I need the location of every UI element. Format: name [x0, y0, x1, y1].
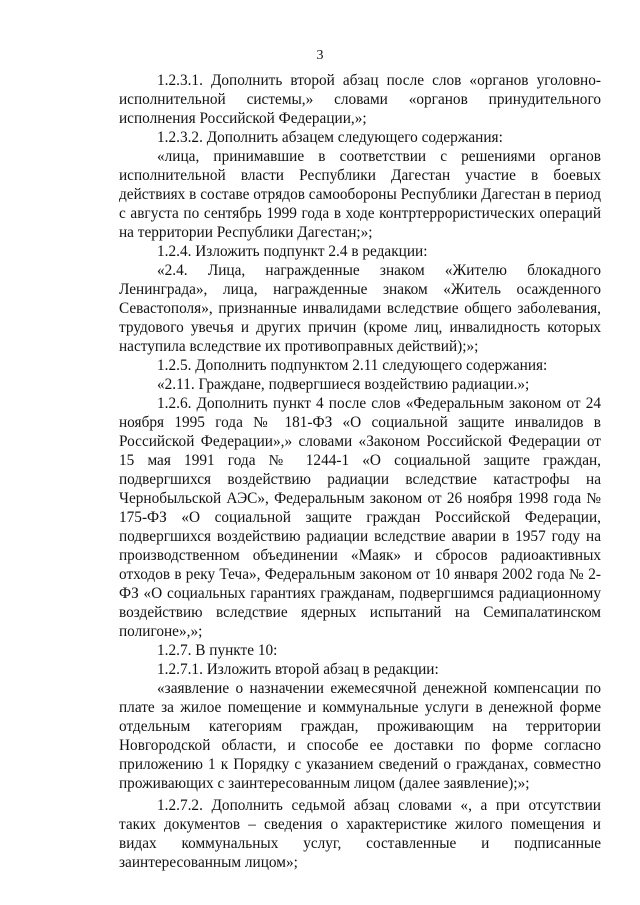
paragraph-1-2-4: 1.2.4. Изложить подпункт 2.4 в редакции:: [157, 243, 428, 260]
paragraph-1-2-7: 1.2.7. В пункте 10:: [157, 642, 278, 659]
paragraph-1-2-3-1: 1.2.3.1. Дополнить второй абзац после слов «органов уголовно-исполнительной системы,» словами «органов принудительного исполнения Российской Федерации,»;: [119, 72, 601, 127]
paragraph-1-2-7-2: 1.2.7.2. Дополнить седьмой абзац словами «, а при отсутствии таких документов – сведения о характеристике жилого помещения и видах коммунальных услуг, составленные и подписанные заинтересованным лицом»;: [119, 797, 601, 871]
paragraph-1-2-7-1: 1.2.7.1. Изложить второй абзац в редакции:: [157, 661, 439, 678]
page-number: 3: [316, 48, 324, 63]
paragraph-quote-2-11: «2.11. Граждане, подвергшиеся воздействию радиации.»;: [157, 376, 530, 393]
paragraph-1-2-5: 1.2.5. Дополнить подпунктом 2.11 следующего содержания:: [157, 357, 548, 374]
paragraph-quote-self-defense: «лица, принимавшие в соответствии с решениями органов исполнительной власти Республики Дагестан участие в боевых действиях в составе отрядов самообороны Республики Дагестан в период с августа по сентябрь 1999 года в ходе контртеррористических операций на территории Республики Дагестан;»;: [119, 148, 601, 241]
paragraph-1-2-6: 1.2.6. Дополнить пункт 4 после слов «Федеральным законом от 24 ноября 1995 года № 181-ФЗ «О социальной защите инвалидов в Российской Федерации»,» словами «Законом Российской Федерации от 15 мая 1991 года № 1244-1 «О социальной защите граждан, подвергшихся воздействию радиации вследствие катастрофы на Чернобыльской АЭС», Федеральным законом от 26 ноября 1998 года № 175-ФЗ «О социальной защите граждан Российской Федерации, подвергшихся воздействию радиации вследствие аварии в 1957 году на производственном объединении «Маяк» и сбросов радиоактивных отходов в реку Теча», Федеральным законом от 10 января 2002 года № 2-ФЗ «О социальных гарантиях гражданам, подвергшимся радиационному воздействию вследствие ядерных испытаний на Семипалатинском полигоне»,»;: [119, 395, 601, 640]
paragraph-quote-2-4: «2.4. Лица, награжденные знаком «Жителю блокадного Ленинграда», лица, награжденные знаком «Житель осажденного Севастополя», признанные инвалидами вследствие общего заболевания, трудового увечья и других причин (кроме лиц, инвалидность которых наступила вследствие их противоправных действий);»;: [119, 262, 601, 355]
document-body: [119, 71, 601, 872]
paragraph-1-2-3-2: 1.2.3.2. Дополнить абзацем следующего содержания:: [157, 129, 503, 146]
paragraph-quote-application: «заявление о назначении ежемесячной денежной компенсации по плате за жилое помещение и коммунальные услуги в денежной форме отдельным категориям граждан, проживающим на территории Новгородской области, и способе ее доставки по форме согласно приложению 1 к Порядку с указанием сведений о гражданах, совместно проживающих с заинтересованным лицом (далее заявление);»;: [119, 680, 601, 792]
